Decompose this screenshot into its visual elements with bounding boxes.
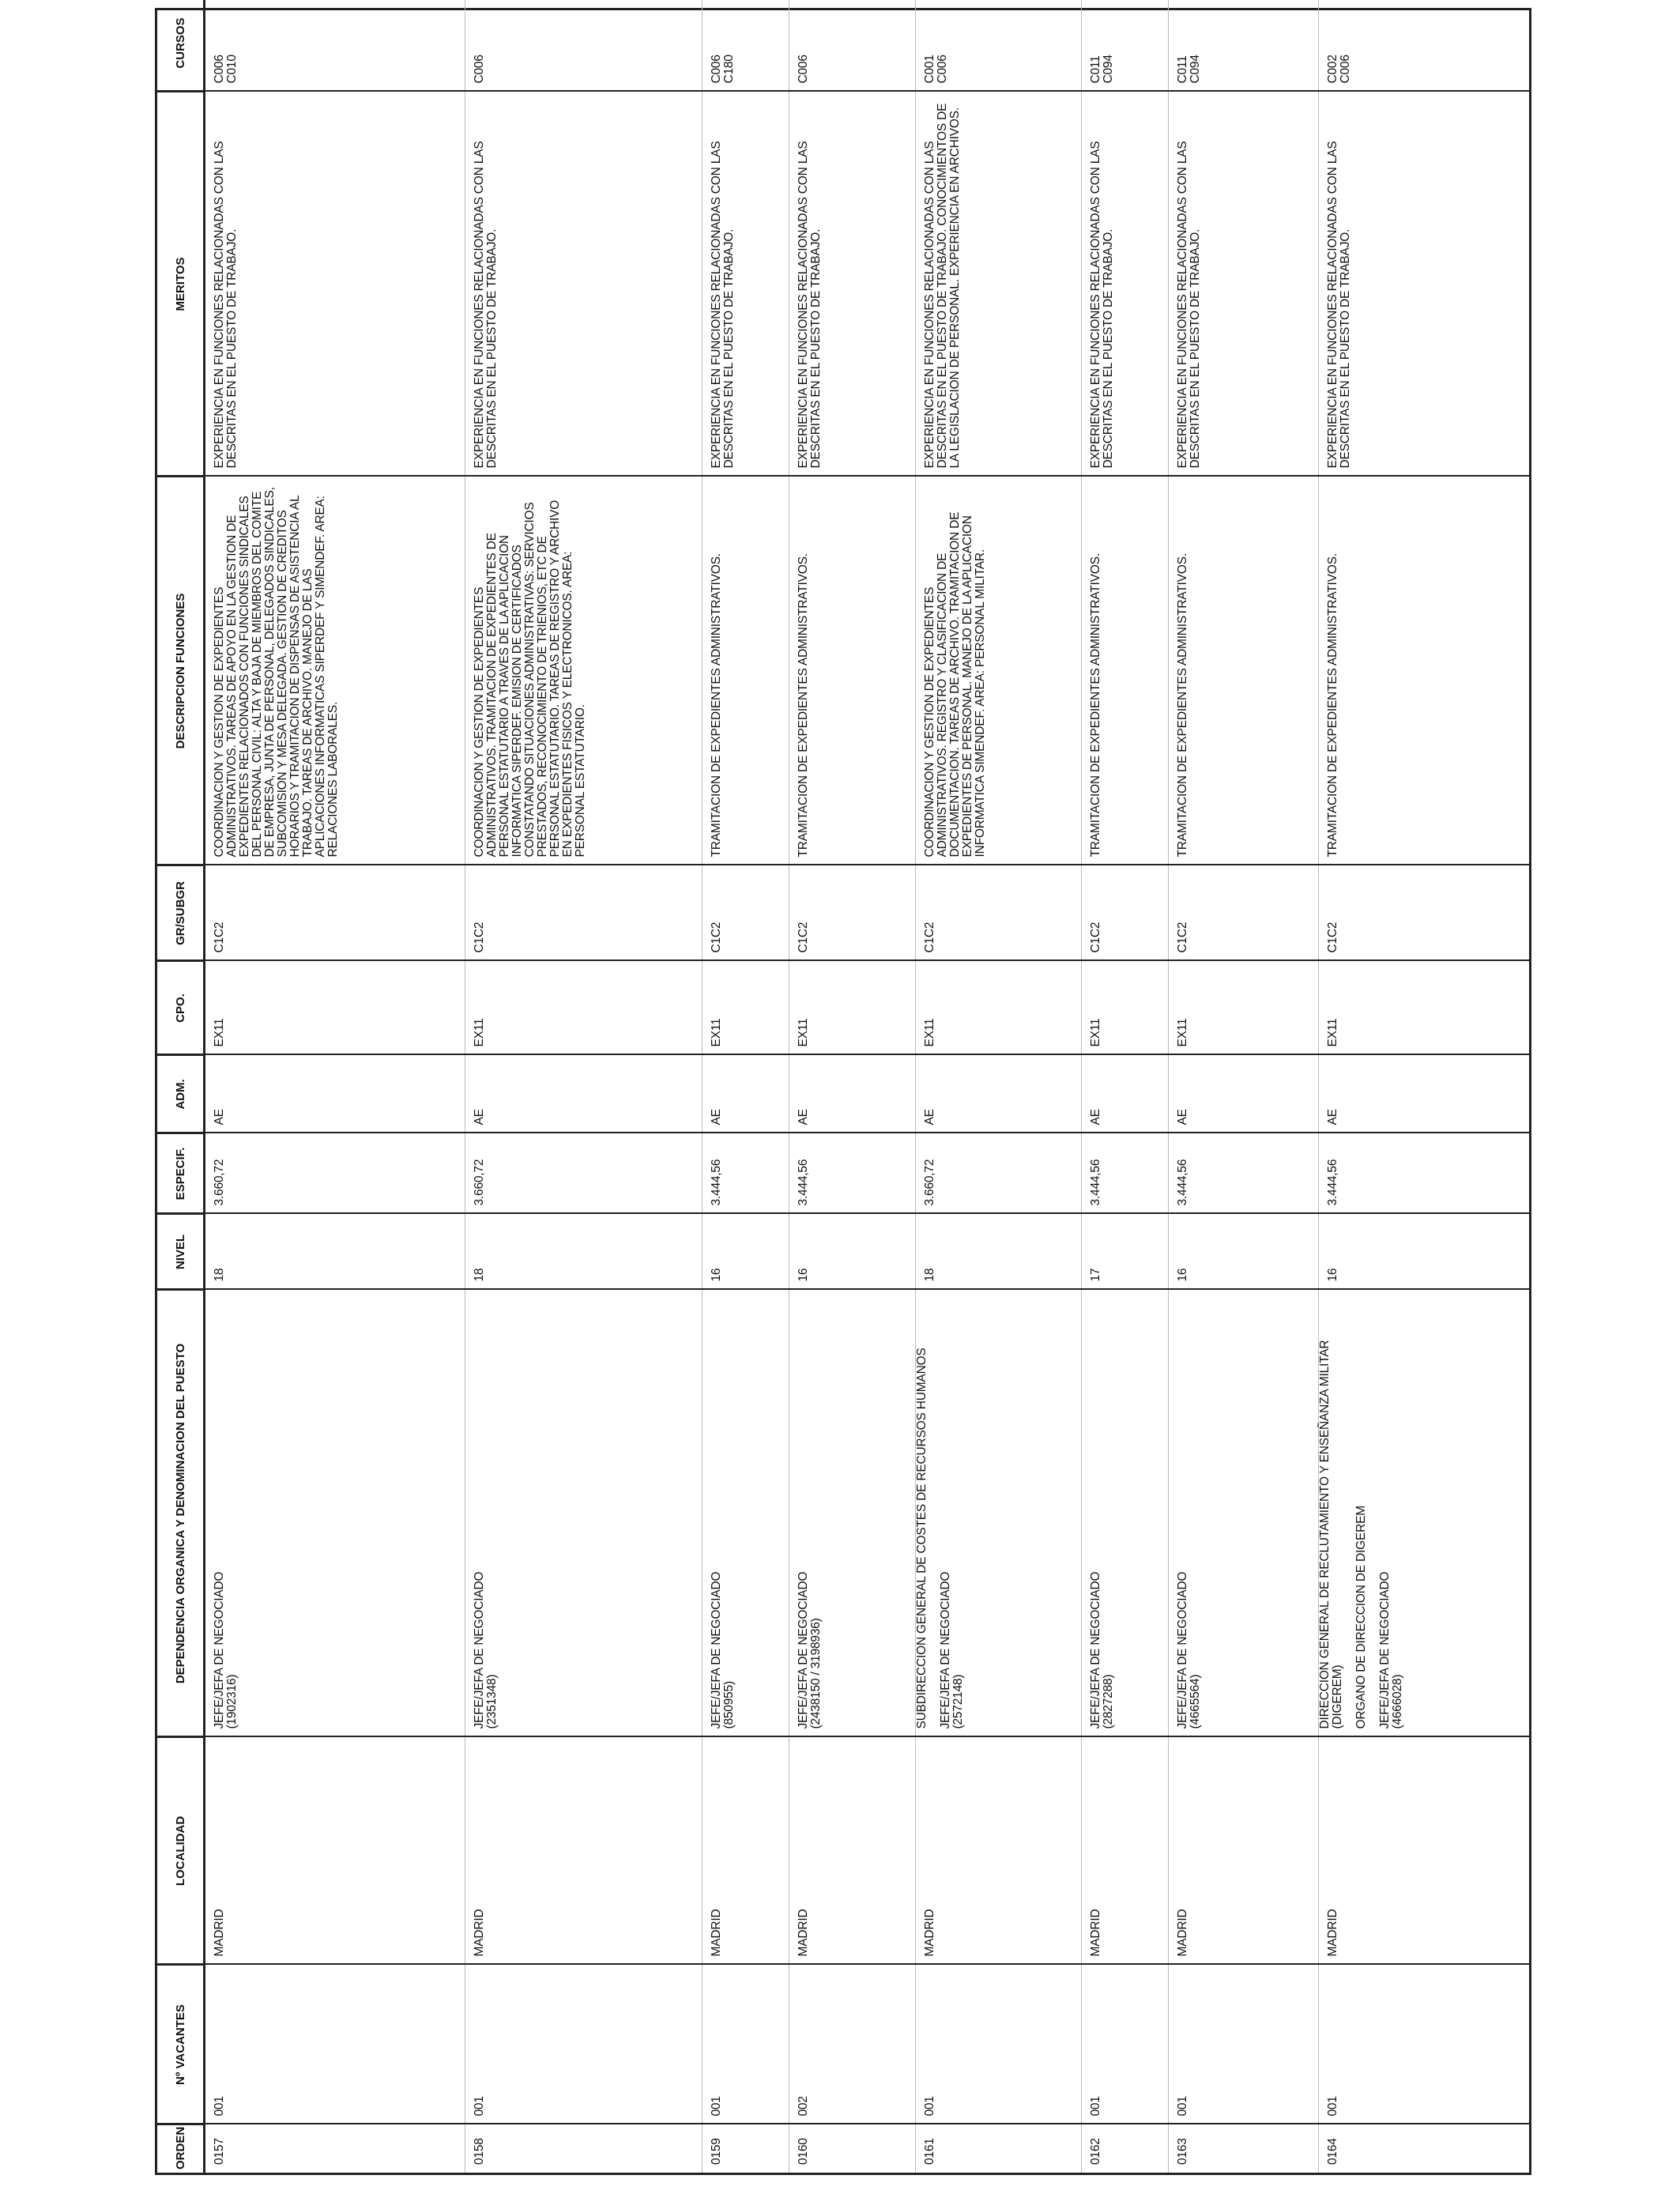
cell-meritos: EXPERIENCIA EN FUNCIONES RELACIONADAS CON LAS DESCRITAS EN EL PUESTO DE TRABAJO. CONOCIMIENTOS DE LA LEGISLACION DE PERSONAL. EXPERIENCIA EN ARCHIVOS. — [923, 103, 962, 469]
header-meritos: MERITOS — [157, 92, 205, 477]
cell-cpo: EX11 — [1089, 1018, 1102, 1047]
cell-funciones: TRAMITACION DE EXPEDIENTES ADMINISTRATIVOS. — [1089, 553, 1102, 858]
header-nivel: NIVEL — [157, 1214, 205, 1290]
table-row — [1319, 0, 1469, 2173]
header-dependencia: DEPENDENCIA ORGANICA Y DENOMINACION DEL PUESTO — [157, 1290, 205, 1737]
cell-localidad: MADRID — [1176, 1909, 1189, 1957]
puesto-name: JEFE/JEFA DE NEGOCIADO — [213, 1571, 226, 1729]
curso-code: C006 — [710, 55, 723, 84]
table-row — [1169, 0, 1319, 2173]
cell-meritos: EXPERIENCIA EN FUNCIONES RELACIONADAS CON LAS DESCRITAS EN EL PUESTO DE TRABAJO. — [473, 141, 499, 469]
header-especif: ESPECIF. — [157, 1133, 205, 1214]
column-divider — [157, 2123, 1529, 2124]
cell-vacantes: 001 — [213, 2096, 226, 2117]
organic-unit-heading: DIRECCION GENERAL DE RECLUTAMIENTO Y ENSEÑANZA MILITAR (DIGEREM) — [1318, 1340, 1344, 1729]
cell-orden: 0158 — [473, 2138, 486, 2165]
cell-dependencia — [465, 1290, 703, 1737]
puesto-name: JEFE/JEFA DE NEGOCIADO — [797, 1571, 810, 1729]
curso-code: C180 — [722, 55, 736, 84]
table-row — [1082, 0, 1169, 2173]
cell-nivel: 16 — [1326, 1268, 1339, 1282]
cell-adm: AE — [1326, 1109, 1339, 1125]
cell-grsubgr: C1C2 — [1176, 922, 1189, 953]
table-body — [205, 0, 1469, 2173]
puesto-code: (2438150 / 3198936) — [809, 1618, 823, 1729]
puesto-code: (4665564) — [1188, 1674, 1202, 1729]
puesto-name: JEFE/JEFA DE NEGOCIADO — [939, 1571, 952, 1729]
cell-grsubgr: C1C2 — [923, 922, 936, 953]
cell-funciones: TRAMITACION DE EXPEDIENTES ADMINISTRATIVOS. — [797, 553, 810, 858]
cell-funciones: TRAMITACION DE EXPEDIENTES ADMINISTRATIVOS. — [1176, 553, 1189, 858]
curso-code: C010 — [225, 55, 239, 84]
column-divider — [157, 1736, 1529, 1737]
cell-grsubgr: C1C2 — [1326, 922, 1339, 953]
cell-nivel: 16 — [710, 1268, 723, 1282]
puesto-code: (2827288) — [1102, 1674, 1115, 1729]
puesto-code: (4666028) — [1391, 1674, 1404, 1729]
cell-meritos: EXPERIENCIA EN FUNCIONES RELACIONADAS CON LAS DESCRITAS EN EL PUESTO DE TRABAJO. — [1326, 141, 1352, 469]
cell-nivel: 18 — [923, 1268, 936, 1282]
table-row — [465, 0, 703, 2173]
cell-nivel: 18 — [213, 1268, 226, 1282]
cell-meritos: EXPERIENCIA EN FUNCIONES RELACIONADAS CON LAS DESCRITAS EN EL PUESTO DE TRABAJO. — [1176, 141, 1202, 469]
puesto-name: JEFE/JEFA DE NEGOCIADO — [473, 1571, 486, 1729]
cell-especif: 3.444,56 — [1326, 1159, 1339, 1206]
cell-grsubgr: C1C2 — [1089, 922, 1102, 953]
cell-orden: 0164 — [1326, 2138, 1339, 2165]
header-funciones: DESCRIPCION FUNCIONES — [157, 477, 205, 865]
column-divider — [157, 959, 1529, 961]
cell-localidad: MADRID — [923, 1909, 936, 1957]
cell-nivel: 16 — [797, 1268, 810, 1282]
organic-unit-heading: ORGANO DE DIRECCION DE DIGEREM — [1354, 1506, 1368, 1729]
cell-vacantes: 001 — [1176, 2096, 1189, 2117]
cell-adm: AE — [797, 1109, 810, 1125]
cell-especif: 3.444,56 — [710, 1159, 723, 1206]
cell-vacantes: 001 — [1326, 2096, 1339, 2117]
header-adm: ADM. — [157, 1055, 205, 1133]
puesto-name: JEFE/JEFA DE NEGOCIADO — [1089, 1571, 1102, 1729]
puesto-name: JEFE/JEFA DE NEGOCIADO — [1176, 1571, 1189, 1729]
cell-cursos — [465, 0, 703, 92]
cell-orden: 0161 — [923, 2138, 936, 2165]
cell-meritos: EXPERIENCIA EN FUNCIONES RELACIONADAS CON LAS DESCRITAS EN EL PUESTO DE TRABAJO. — [213, 141, 239, 469]
vacancy-table-frame — [155, 8, 1531, 2175]
cell-orden: 0159 — [710, 2138, 723, 2165]
cell-especif: 3.444,56 — [797, 1159, 810, 1206]
curso-code: C006 — [213, 55, 226, 84]
cell-especif: 3.444,56 — [1089, 1159, 1102, 1206]
cell-funciones: TRAMITACION DE EXPEDIENTES ADMINISTRATIVOS. — [1326, 553, 1339, 858]
cell-funciones: TRAMITACION DE EXPEDIENTES ADMINISTRATIVOS. — [710, 553, 723, 858]
curso-code: C006 — [797, 55, 810, 84]
cell-localidad: MADRID — [213, 1909, 226, 1957]
cell-funciones: COORDINACION Y GESTION DE EXPEDIENTES ADMINISTRATIVOS. TRAMITACION DE EXPEDIENTES DE PERSONAL ESTATUTARIO A TRAVES DE LA APLICACION INFORMATICA SIPERDEF. EMISION DE CERTIFICADOS CONSTATANDO SITUACIONES ADMINISTRATIVAS: SERVICIOS PRESTADOS, RECONOCIMIENTO DE TRIENIOS, ETC DE PERSONAL ESTATUTARIO. TAREAS DE REGISTRO Y ARCHIVO EN EXPEDIENTES FISICOS Y ELECTRONICOS. AREA: PERSONAL ESTATUTARIO. — [473, 499, 587, 858]
cell-localidad: MADRID — [797, 1909, 810, 1957]
cell-grsubgr: C1C2 — [797, 922, 810, 953]
puesto-name: JEFE/JEFA DE NEGOCIADO — [710, 1571, 723, 1729]
cell-dependencia — [789, 1290, 916, 1737]
header-localidad: LOCALIDAD — [157, 1737, 205, 1965]
cell-adm: AE — [473, 1109, 486, 1125]
column-divider — [157, 90, 1529, 92]
cell-localidad: MADRID — [710, 1909, 723, 1957]
cell-cursos — [789, 0, 916, 92]
cell-cpo: EX11 — [473, 1018, 486, 1047]
cell-especif: 3.660,72 — [473, 1159, 486, 1206]
column-divider — [157, 1963, 1529, 1965]
cell-orden: 0157 — [213, 2138, 226, 2165]
cell-orden: 0162 — [1089, 2138, 1102, 2165]
table-row — [789, 0, 916, 2173]
header-orden: ORDEN — [157, 2124, 205, 2173]
cell-cursos — [1082, 0, 1169, 92]
cell-dependencia — [1082, 1290, 1169, 1737]
cell-cursos — [916, 0, 1082, 92]
table-row — [703, 0, 789, 2173]
cell-adm: AE — [213, 1109, 226, 1125]
curso-code: C094 — [1188, 55, 1202, 84]
cell-adm: AE — [1089, 1109, 1102, 1125]
cell-vacantes: 001 — [923, 2096, 936, 2117]
puesto-code: (850955) — [722, 1681, 736, 1729]
column-divider — [157, 864, 1529, 865]
puesto-code: (2572148) — [951, 1674, 965, 1729]
header-cursos: CURSOS — [157, 0, 205, 92]
cell-cpo: EX11 — [1176, 1018, 1189, 1047]
column-divider — [157, 1132, 1529, 1133]
header-cpo: CPO. — [157, 961, 205, 1055]
curso-code: C011 — [1176, 55, 1189, 84]
cell-orden: 0160 — [797, 2138, 810, 2165]
curso-code: C001 — [923, 55, 936, 84]
cell-cursos — [205, 0, 465, 92]
cell-nivel: 17 — [1089, 1268, 1102, 1282]
cell-dependencia — [205, 1290, 465, 1737]
puesto-name: JEFE/JEFA DE NEGOCIADO — [1378, 1571, 1392, 1729]
cell-grsubgr: C1C2 — [473, 922, 486, 953]
cell-cpo: EX11 — [923, 1018, 936, 1047]
cell-nivel: 16 — [1176, 1268, 1189, 1282]
cell-vacantes: 001 — [710, 2096, 723, 2117]
cell-vacantes: 001 — [1089, 2096, 1102, 2117]
cell-dependencia — [1169, 1290, 1319, 1737]
column-divider — [157, 475, 1529, 477]
cell-localidad: MADRID — [1089, 1909, 1102, 1957]
cell-especif: 3.660,72 — [213, 1159, 226, 1206]
column-divider — [157, 1212, 1529, 1214]
header-vacantes: Nº VACANTES — [157, 1965, 205, 2124]
cell-adm: AE — [1176, 1109, 1189, 1125]
curso-code: C002 — [1326, 55, 1339, 84]
cell-grsubgr: C1C2 — [710, 922, 723, 953]
cell-cpo: EX11 — [710, 1018, 723, 1047]
cell-vacantes: 002 — [797, 2096, 810, 2117]
cell-adm: AE — [710, 1109, 723, 1125]
cell-cpo: EX11 — [1326, 1018, 1339, 1047]
cell-grsubgr: C1C2 — [213, 922, 226, 953]
column-divider — [157, 1288, 1529, 1290]
puesto-code: (2351348) — [485, 1674, 499, 1729]
cell-funciones: COORDINACION Y GESTION DE EXPEDIENTES ADMINISTRATIVOS. REGISTRO Y CLASIFICACION DE DOCUMENTACION. TAREAS DE ARCHIVO. TRAMITACION DE EXPEDIENTES DE PERSONAL. MANEJO DE LA APLICACION INFORMATICA SIMENDEF. AREA: PERSONAL MILITAR. — [923, 511, 987, 858]
cell-orden: 0163 — [1176, 2138, 1189, 2165]
curso-code: C006 — [936, 55, 949, 84]
curso-code: C006 — [1339, 55, 1352, 84]
cell-adm: AE — [923, 1109, 936, 1125]
organic-unit-heading: SUBDIRECCION GENERAL DE COSTES DE RECURSOS HUMANOS — [915, 1348, 929, 1729]
table-row — [205, 0, 465, 2173]
curso-code: C006 — [473, 55, 486, 84]
cell-meritos: EXPERIENCIA EN FUNCIONES RELACIONADAS CON LAS DESCRITAS EN EL PUESTO DE TRABAJO. — [797, 141, 823, 469]
table-row — [916, 0, 1082, 2173]
cell-vacantes: 001 — [473, 2096, 486, 2117]
column-divider — [157, 1054, 1529, 1055]
cell-funciones: COORDINACION Y GESTION DE EXPEDIENTES ADMINISTRATIVOS. TAREAS DE APOYO EN LA GESTION DE EXPEDIENTES RELACIONADOS CON FUNCIONES SINDICALES DEL PERSONAL CIVIL: ALTA Y BAJA DE MIEMBROS DEL COMITE DE EMPRESA, JUNTA DE PERSONAL, DELEGADOS SINDICALES, SUBCOMISION Y MESA DELEGADA. GESTION DE CREDITOS HORARIOS Y TRAMITACION DE DISPENSAS DE ASISTENCIA AL TRABAJO. TAREAS DE ARCHIVO. MANEJO DE LAS APLICACIONES INFORMATICAS SIPERDEF Y SIMENDEF. AREA: RELACIONES LABORALES. — [213, 487, 340, 858]
cell-localidad: MADRID — [1326, 1909, 1339, 1957]
cell-dependencia — [703, 1290, 789, 1737]
cell-cursos — [703, 0, 789, 92]
cell-meritos: EXPERIENCIA EN FUNCIONES RELACIONADAS CON LAS DESCRITAS EN EL PUESTO DE TRABAJO. — [710, 141, 736, 469]
cell-especif: 3.660,72 — [923, 1159, 936, 1206]
cell-localidad: MADRID — [473, 1909, 486, 1957]
curso-code: C011 — [1089, 55, 1102, 84]
header-grsubgr: GR/SUBGR — [157, 865, 205, 961]
cell-dependencia — [1319, 1290, 1469, 1737]
cell-cursos — [1319, 0, 1469, 92]
vacancy-table — [157, 0, 1469, 2173]
cell-cpo: EX11 — [797, 1018, 810, 1047]
curso-code: C094 — [1102, 55, 1115, 84]
cell-cursos — [1169, 0, 1319, 92]
cell-dependencia — [916, 1290, 1082, 1737]
puesto-code: (1902316) — [225, 1674, 239, 1729]
cell-cpo: EX11 — [213, 1018, 226, 1047]
cell-especif: 3.444,56 — [1176, 1159, 1189, 1206]
cell-nivel: 18 — [473, 1268, 486, 1282]
header-row — [157, 0, 205, 2173]
cell-meritos: EXPERIENCIA EN FUNCIONES RELACIONADAS CON LAS DESCRITAS EN EL PUESTO DE TRABAJO. — [1089, 141, 1115, 469]
